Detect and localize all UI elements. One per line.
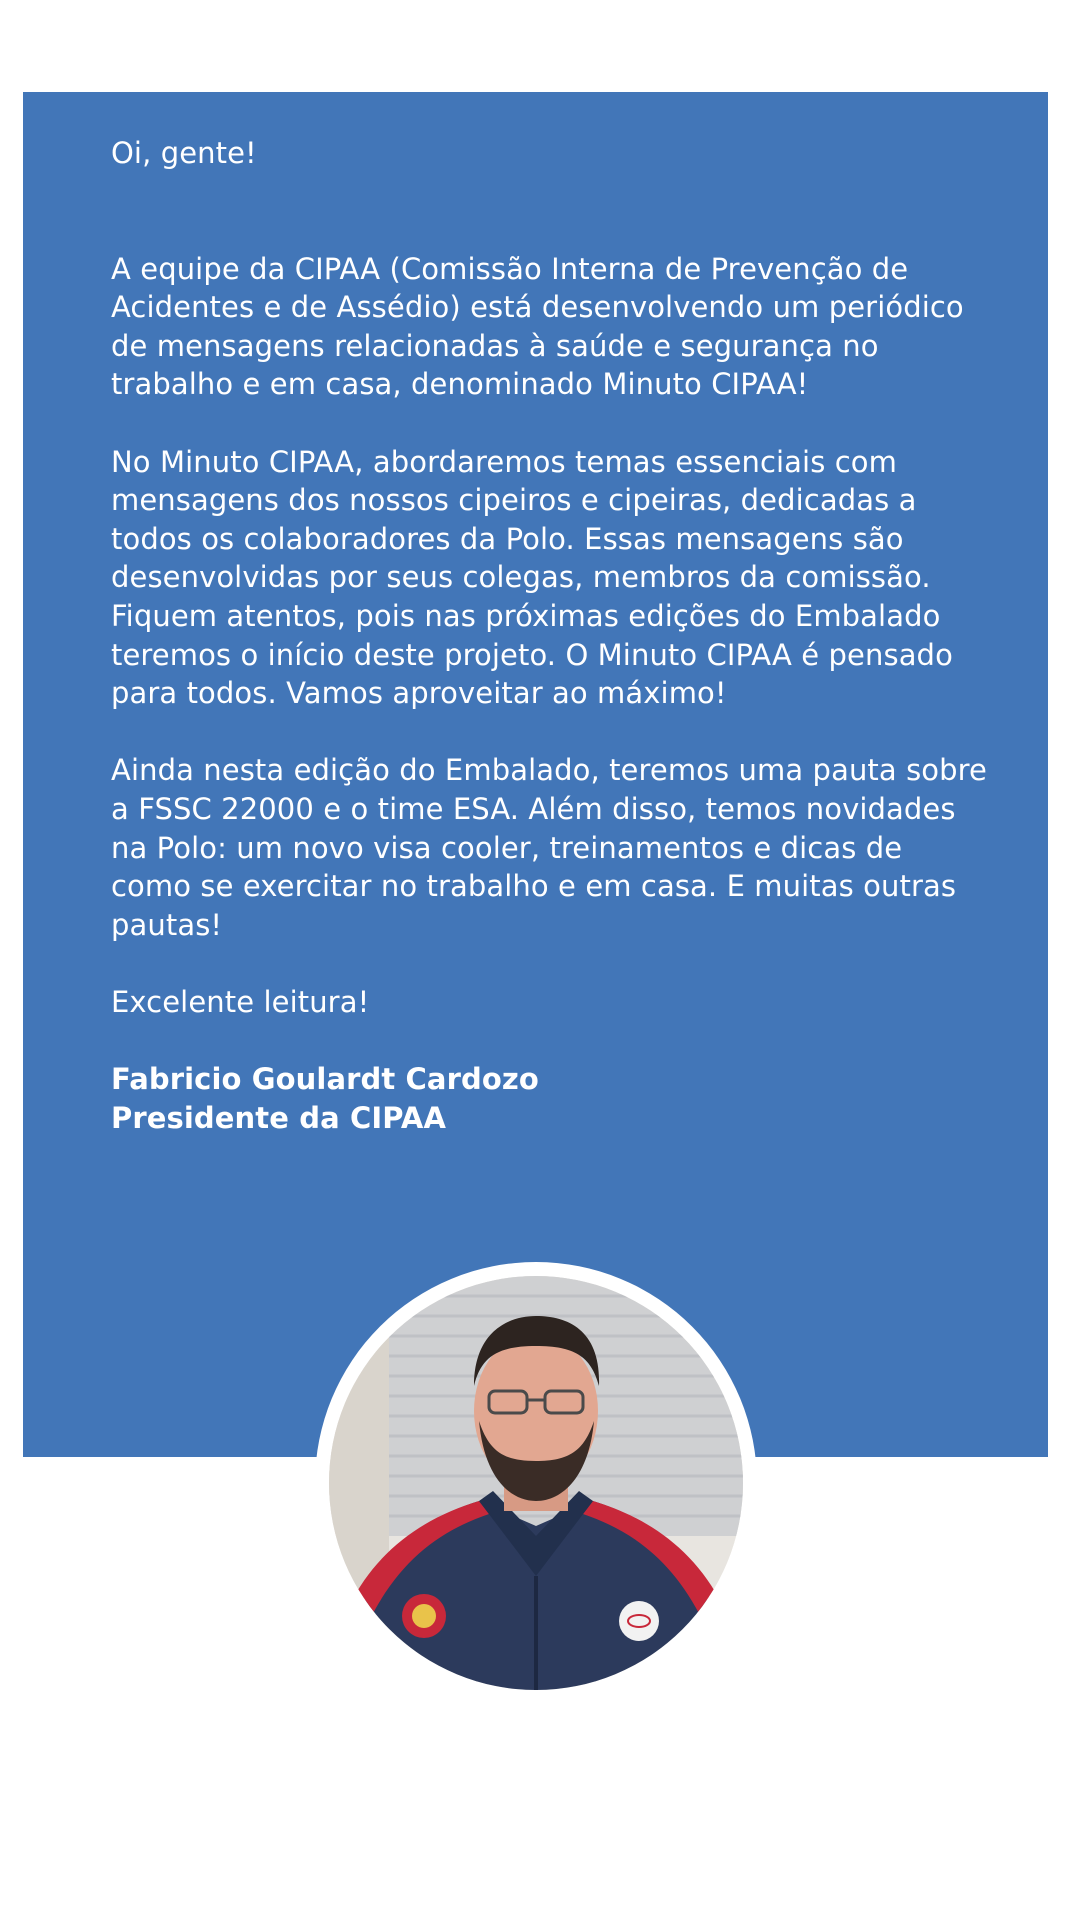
portrait-frame <box>315 1262 757 1704</box>
portrait-photo <box>329 1276 743 1690</box>
paragraph-minuto-cipaa: No Minuto CIPAA, abordaremos temas essenciais com mensagens dos nossos cipeiros e cipeiras, dedicadas a todos os colaboradores da Polo. Essas mensagens são desenvolvidas por seus colegas, membros da comissão. Fiquem atentos, pois nas próximas edições do Embalado teremos o início deste projeto. O Minuto CIPAA é pensado para todos. Vamos aproveitar ao máximo! <box>111 444 953 711</box>
portrait-illustration <box>329 1276 743 1690</box>
greeting: Oi, gente! <box>111 136 257 170</box>
paragraph-cipaa-intro: A equipe da CIPAA (Comissão Interna de Prevenção de Acidentes e de Assédio) está desenvolvendo um periódico de mensagens relacionadas à saúde e segurança no trabalho e em casa, denominado Minuto CIPAA! <box>111 251 964 402</box>
letter-text <box>111 134 991 1137</box>
signature-name: Fabricio Goulardt Cardozo <box>111 1062 539 1097</box>
signature-title: Presidente da CIPAA <box>111 1100 447 1135</box>
closing-line: Excelente leitura! <box>111 984 370 1019</box>
paragraph-edition-topics: Ainda nesta edição do Embalado, teremos uma pauta sobre a FSSC 22000 e o time ESA. Além disso, temos novidades na Polo: um novo visa cooler, treinamentos e dicas de como se exercitar no trabalho e em casa. E muitas outras pautas! <box>111 753 987 942</box>
